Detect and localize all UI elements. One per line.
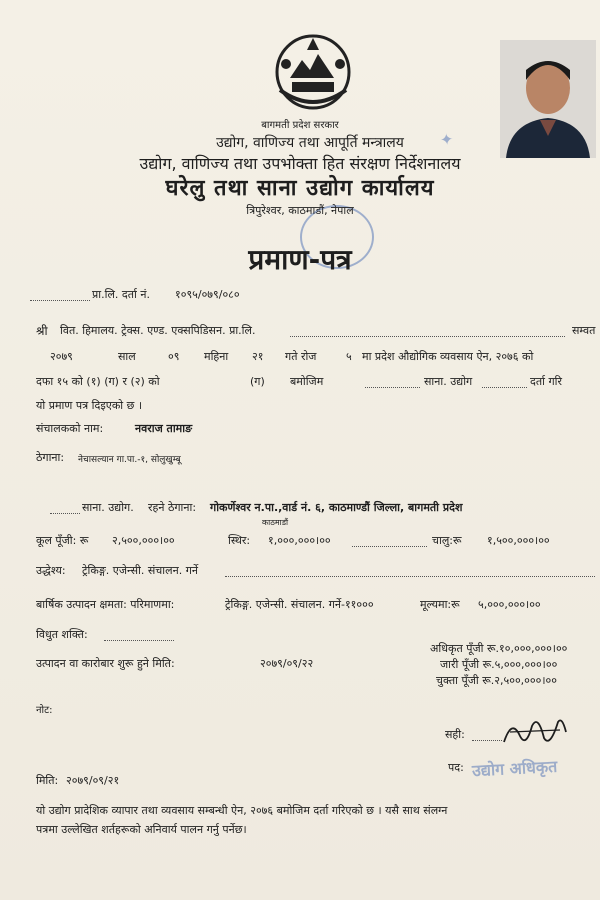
production-price-label: मूल्यमा:रू — [420, 598, 460, 611]
power-label: विधुत शक्ति: — [36, 628, 88, 641]
register-text: दर्ता गरि — [530, 375, 562, 388]
directorate-name: उद्योग, वाणिज्य तथा उपभोक्ता हित संरक्षण निर्देशनालय — [139, 154, 461, 173]
registration-label: प्रा.लि. दर्ता नं. — [92, 288, 150, 301]
date-label: मिति: — [36, 774, 59, 787]
issued-text: यो प्रमाण पत्र दिइएको छ । — [36, 399, 143, 412]
start-date-value: २०७९/०९/२२ — [260, 657, 314, 670]
industry-type: साना. उद्योग — [424, 375, 473, 388]
government-name: बागमती प्रदेश सरकार — [261, 120, 339, 131]
according-label: बमोजिम — [290, 375, 324, 388]
current-capital-value: १,५००,०००।०० — [487, 534, 550, 547]
year-label: साल — [118, 350, 136, 363]
fixed-capital-value: १,०००,०००।०० — [268, 534, 331, 547]
post-stamp: उद्योग अधिकृत — [471, 756, 558, 781]
issued-capital: जारी पूँजी रू.५,०००,०००।०० — [440, 658, 558, 671]
address-label: ठेगाना: — [36, 451, 65, 464]
day-label: गते रोज — [285, 350, 317, 363]
signature-label: सही: — [445, 728, 465, 741]
director-label: संचालकको नाम: — [36, 422, 104, 435]
certificate-title: प्रमाण-पत्र — [248, 243, 352, 276]
ministry-name: उद्योग, वाणिज्य तथा आपूर्ति मन्त्रालय — [216, 135, 404, 151]
day-value: २१ — [252, 350, 264, 363]
location-type: साना. उद्योग. — [82, 501, 134, 514]
note-label: नोट: — [36, 705, 53, 716]
footer-line-2: पत्रमा उल्लेखित शर्तहरूको अनिवार्य पालन गर्नु पर्नेछ। — [36, 823, 247, 836]
production-value: ट्रेकिङ्ग. एजेन्सी. संचालन. गर्ने-११००० — [225, 598, 374, 611]
company-name: वित. हिमालय. ट्रेक्स. एण्ड. एक्सपिडिसन. प्रा.लि. — [60, 324, 256, 337]
total-capital-label: कूल पूँजी: रू — [36, 534, 89, 547]
stamp-mark: ✦ — [439, 129, 455, 150]
location-note: काठमाडौं — [262, 518, 289, 527]
location-value: गोकर्णेश्वर न.पा.,वार्ड नं. ६, काठमाण्डौं जिल्ला, बागमती प्रदेश — [210, 501, 463, 514]
paid-capital: चुक्ता पूँजी रू.२,५००,०००।०० — [436, 674, 557, 687]
clause-value: (ग) — [250, 375, 265, 388]
weekday-value: ५ — [346, 350, 352, 363]
month-value: ०९ — [168, 350, 180, 363]
shree-label: श्री — [36, 324, 48, 338]
fixed-capital-label: स्थिर: — [228, 534, 251, 547]
month-label: महिना — [204, 350, 229, 363]
section-text: दफा १५ को (१) (ग) र (२) को — [36, 375, 160, 388]
registration-number: १०९५/०७९/०८० — [175, 288, 240, 301]
location-label: रहने ठेगाना: — [148, 501, 197, 514]
footer-line-1: यो उद्योग प्रादेशिक व्यापार तथा व्यवसाय सम्बन्धी ऐन, २०७६ बमोजिम दर्ता गरिएको छ । यसै साथ संलग्न — [36, 804, 448, 817]
objective-value: ट्रेकिङ्ग. एजेन्सी. संचालन. गर्ने — [82, 564, 198, 577]
date-value: २०७९/०९/२१ — [66, 774, 120, 787]
signature-mark — [500, 712, 570, 752]
year-value: २०७९ — [50, 350, 73, 363]
nepal-emblem-icon — [272, 30, 354, 112]
post-label: पद: — [448, 761, 464, 774]
production-label: बार्षिक उत्पादन क्षमता: परिमाणमा: — [36, 598, 175, 611]
current-capital-label: चालु:रू — [432, 534, 462, 547]
total-capital-value: २,५००,०००।०० — [112, 534, 175, 547]
office-address: त्रिपुरेश्वर, काठमाडौं, नेपाल — [246, 204, 354, 217]
act-text: मा प्रदेश औद्योगिक व्यवसाय ऐन, २०७६ को — [362, 350, 534, 363]
production-price: ५,०००,०००।०० — [478, 598, 541, 611]
samvat-label: सम्वत — [572, 324, 596, 337]
authorized-capital: अधिकृत पूँजी रू.१०,०००,०००।०० — [430, 642, 568, 655]
director-name: नवराज तामाङ — [135, 422, 193, 435]
start-date-label: उत्पादन वा कारोबार शुरू हुने मिति: — [36, 657, 175, 670]
address-value: नेचासल्यान गा.पा.-१, सोलुखुम्बू — [78, 455, 181, 465]
objective-label: उद्धेश्य: — [36, 564, 66, 577]
office-name: घरेलु तथा साना उद्योग कार्यालय — [165, 176, 435, 201]
